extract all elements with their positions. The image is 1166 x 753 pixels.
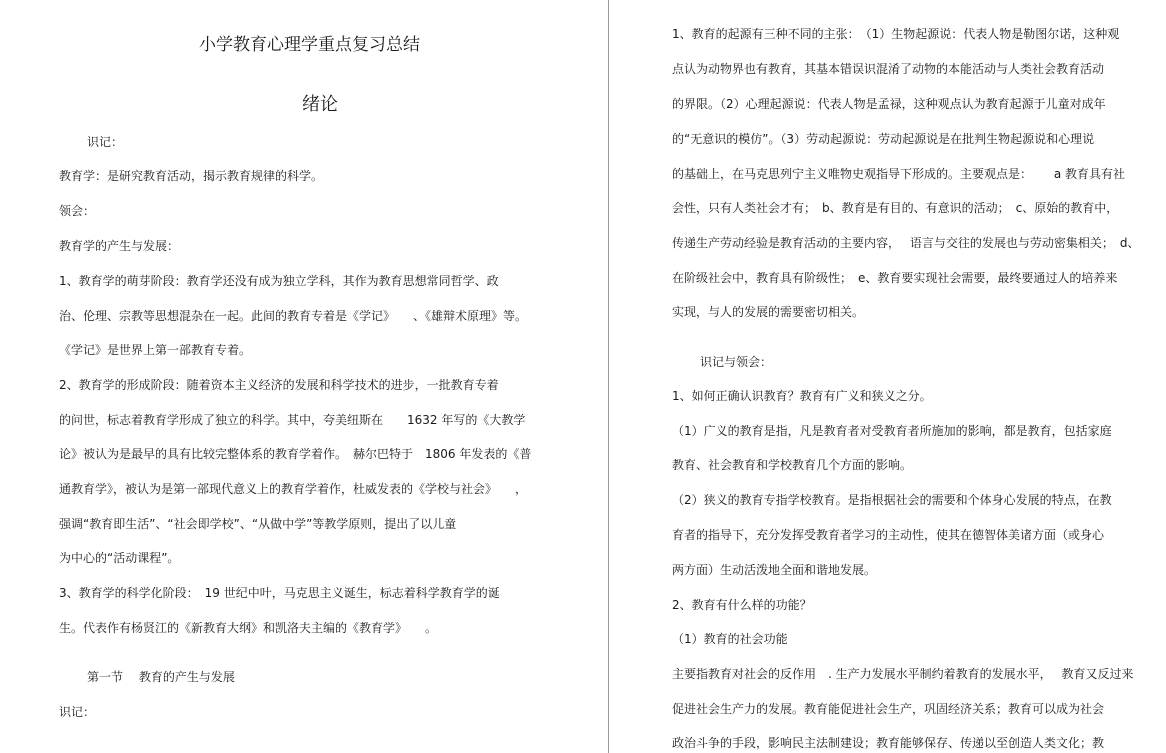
paragraph-line: 点认为动物界也有教育，其基本错误识混淆了动物的本能活动与人类社会教育活动 <box>672 62 1105 76</box>
document-title: 小学教育心理学重点复习总结 <box>199 35 420 55</box>
paragraph-line: 促进社会生产力的发展。教育能促进社会生产，巩固经济关系；教育可以成为社会 <box>672 702 1105 716</box>
paragraph-line: 1、如何正确认识教育？教育有广义和狭义之分。 <box>672 389 932 403</box>
paragraph-line: 在阶级社会中，教育具有阶级性； e、教育要实现社会需要，最终要通过人的培养来 <box>672 271 1118 285</box>
paragraph-line: 论》被认为是最早的具有比较完整体系的教育学着作。 赫尔巴特于 1806 年发表的《普 <box>59 447 532 461</box>
paragraph-line: 的基础上，在马克思列宁主义唯物史观指导下形成的。主要观点是： a 教育具有社 <box>672 167 1125 181</box>
paragraph-line: （1）教育的社会功能 <box>672 632 788 646</box>
paragraph-line: 识记： <box>87 135 124 149</box>
paragraph-line: 2、教育学的形成阶段：随着资本主义经济的发展和科学技术的进步，一批教育专着 <box>59 378 499 392</box>
document-page-right <box>610 0 1166 753</box>
paragraph-line: 政治斗争的手段，影响民主法制建设；教育能够保存、传递以至创造人类文化；教 <box>672 736 1105 750</box>
paragraph-line: 教育学的产生与发展： <box>59 239 180 253</box>
paragraph-line: 2、教育有什么样的功能？ <box>672 598 812 612</box>
paragraph-line: 《学记》是世界上第一部教育专着。 <box>59 343 252 357</box>
paragraph-line: 传递生产劳动经验是教育活动的主要内容， 语言与交往的发展也与劳动密集相关； d、 <box>672 236 1140 250</box>
section-heading: 识记与领会： <box>700 355 773 369</box>
paragraph-line: 为中心的“活动课程”。 <box>59 551 180 565</box>
paragraph-line: 生。代表作有杨贤江的《新教育大纲》和凯洛夫主编的《教育学》 。 <box>59 621 438 635</box>
paragraph-line: 强调“教育即生活”、“社会即学校”、“从做中学”等教学原则，提出了以儿童 <box>59 517 457 531</box>
paragraph-line: 实现，与人的发展的需要密切相关。 <box>672 305 865 319</box>
section-heading: 第一节 教育的产生与发展 <box>87 670 235 684</box>
paragraph-line: 主要指教育对社会的反作用 . 生产力发展水平制约着教育的发展水平， 教育又反过来 <box>672 667 1134 681</box>
paragraph-line: 1、教育学的萌芽阶段：教育学还没有成为独立学科，其作为教育思想常同哲学、政 <box>59 274 499 288</box>
chapter-heading: 绪论 <box>302 94 338 115</box>
paragraph-line: （1）广义的教育是指，凡是教育者对受教育者所施加的影响，都是教育，包括家庭 <box>672 424 1112 438</box>
paragraph-line: 治、伦理、宗教等思想混杂在一起。此间的教育专着是《学记》 、《雄辩术原理》等。 <box>59 309 528 323</box>
paragraph-line: 领会： <box>59 204 96 218</box>
paragraph-line: 两方面）生动活泼地全面和谐地发展。 <box>672 563 877 577</box>
paragraph-line: （2）狭义的教育专指学校教育。是指根据社会的需要和个体身心发展的特点，在教 <box>672 493 1112 507</box>
paragraph-line: 识记： <box>59 705 96 719</box>
paragraph-line: 通教育学》，被认为是第一部现代意义上的教育学着作，杜威发表的《学校与社会》 ， <box>59 482 528 496</box>
page-divider <box>608 0 609 753</box>
paragraph-line: 的问世，标志着教育学形成了独立的科学。其中，夸美纽斯在 1632 年写的《大教学 <box>59 413 526 427</box>
paragraph-line: 3、教育学的科学化阶段： 19 世纪中叶，马克思主义诞生，标志着科学教育学的诞 <box>59 586 500 600</box>
paragraph-line: 教育、社会教育和学校教育几个方面的影响。 <box>672 458 913 472</box>
paragraph-line: 会性，只有人类社会才有； b、教育是有目的、有意识的活动； c、原始的教育中， <box>672 201 1119 215</box>
paragraph-line: 1、教育的起源有三种不同的主张： （1）生物起源说：代表人物是勒图尔诺，这种观 <box>672 27 1120 41</box>
paragraph-line: 的“无意识的模仿”。（3）劳动起源说：劳动起源说是在批判生物起源说和心理说 <box>672 132 1095 146</box>
paragraph-line: 教育学：是研究教育活动，揭示教育规律的科学。 <box>59 169 324 183</box>
paragraph-line: 育者的指导下，充分发挥受教育者学习的主动性，使其在德智体美诸方面（或身心 <box>672 528 1105 542</box>
paragraph-line: 的界限。（2）心理起源说：代表人物是孟禄，这种观点认为教育起源于儿童对成年 <box>672 97 1106 111</box>
